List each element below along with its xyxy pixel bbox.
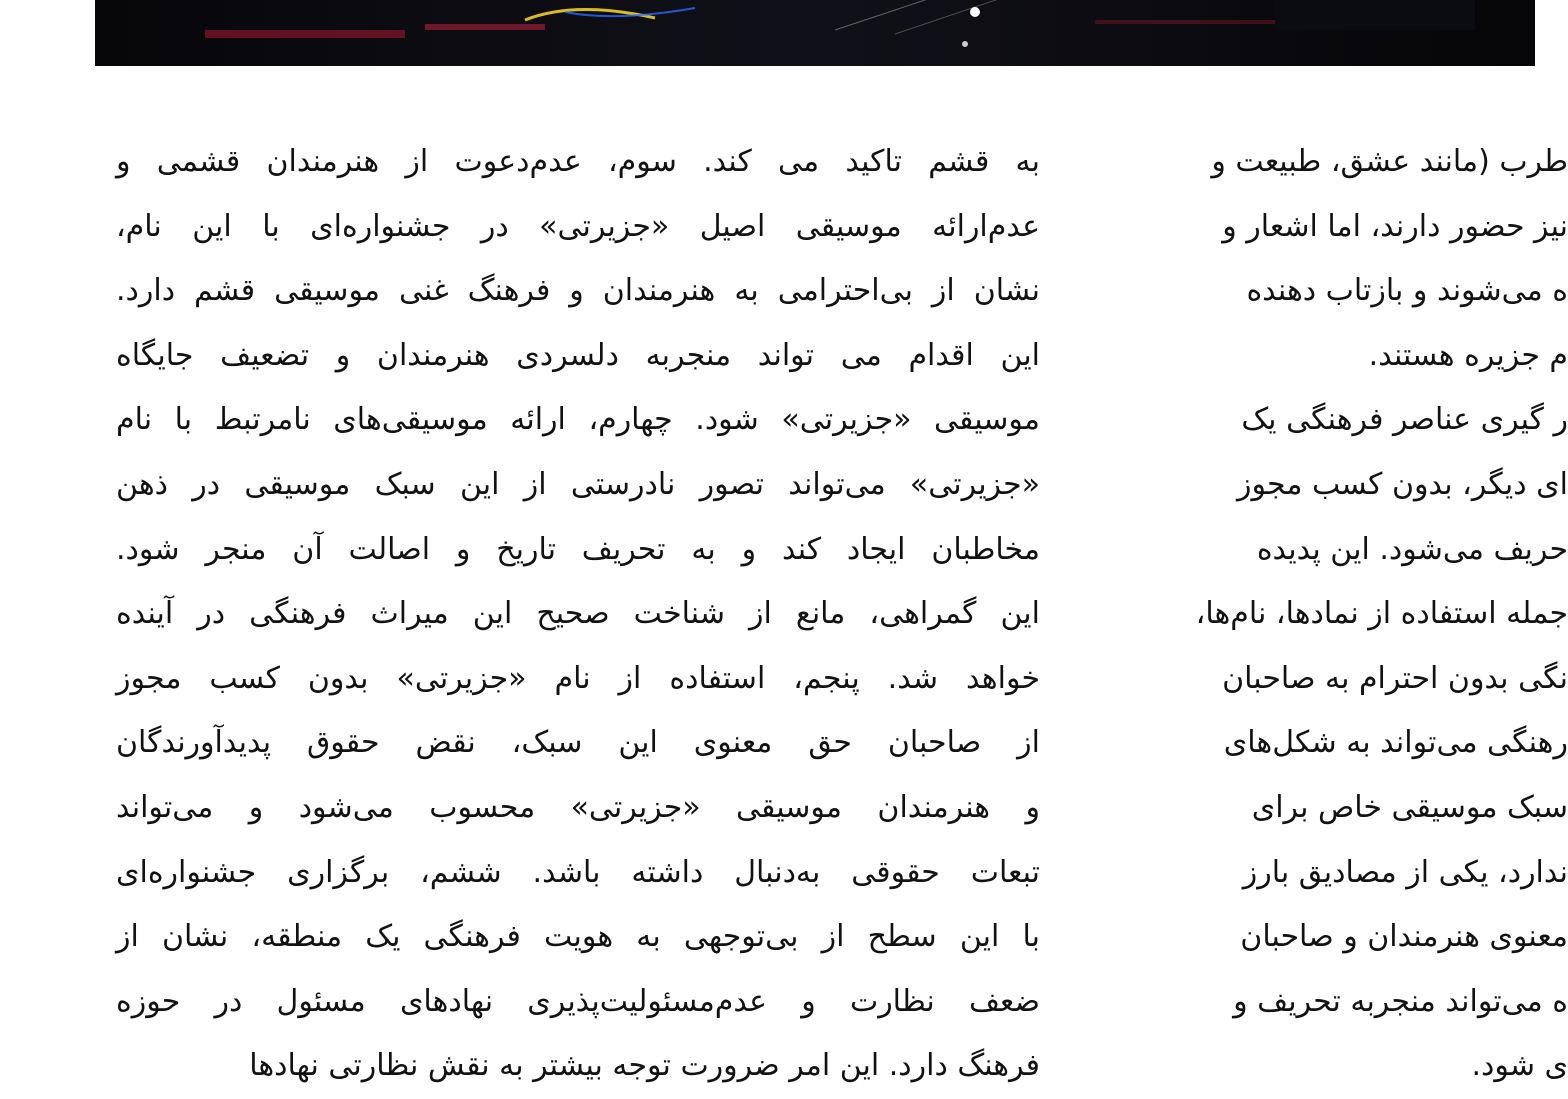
main-column-text-line: از صاحبان حق معنوی این سبک، نقض حقوق پدیدآورندگان [116,725,1040,761]
right-column-text-line: جمله استفاده از نمادها، نام‌ها، [1195,596,1568,632]
main-column-text-line: تبعات حقوقی به‌دنبال داشته باشد. ششم، برگزاری جشنواره‌ای [116,854,1040,890]
main-column-text-line: فرهنگ دارد. این امر ضرورت توجه بیشتر به نقش نظارتی نهادها [249,1048,1040,1084]
main-column-text-line: به قشم تاکید می کند. سوم، عدم‌دعوت از هنرمندان قشمی و [116,144,1040,179]
right-column-text-line: طرب (مانند عشق، طبیعت و [1211,144,1568,179]
main-column-text-line: عدم‌ارائه موسیقی اصیل «جزیرتی» در جشنواره‌ای با این نام، [116,208,1040,244]
main-column-text-line: و هنرمندان موسیقی «جزیرتی» محسوب می‌شود و می‌تواند [116,789,1040,825]
right-column-text-line: ندارد، یکی از مصادیق بارز [1242,854,1568,890]
article-right-column [1108,130,1568,1099]
main-column-text-line: مخاطبان ایجاد کند و به تحریف تاریخ و اصالت آن منجر شود. [116,531,1040,567]
main-column-text-line: نشان از بی‌احترامی به هنرمندان و فرهنگ غنی موسیقی قشم دارد. [116,273,1040,309]
right-column-text-line: ای دیگر، بدون کسب مجوز [1236,466,1568,502]
concert-photo-graphic [95,0,1535,66]
main-column-text-line: ضعف نظارت و عدم‌مسئولیت‌پذیری نهادهای مسئول در حوزه [116,983,1040,1019]
right-column-text-line: نیز حضور دارند، اما اشعار و [1222,208,1568,244]
right-column-text-line: رهنگی می‌تواند به شکل‌های [1223,725,1568,761]
main-column-text-line: این اقدام می تواند منجربه دلسردی هنرمندان و تضعیف جایگاه [116,337,1040,373]
right-column-text-line: ر گیری عناصر فرهنگی یک [1241,402,1568,438]
right-column-text-line: ه می‌شوند و بازتاب دهنده [1246,273,1568,309]
right-column-text-line: م جزیره هستند. [1368,337,1568,373]
right-column-text-line: حریف می‌شود. این پدیده [1256,531,1568,567]
right-column-text-line: سبک موسیقی خاص برای [1251,789,1568,825]
right-column-text-line: معنوی هنرمندان و صاحبان [1240,919,1568,955]
main-column-text-line: موسیقی «جزیرتی» شود. چهارم، ارائه موسیقی‌های نامرتبط با نام [116,402,1040,438]
main-column-text-line: با این سطح از بی‌توجهی به هویت فرهنگی یک منطقه، نشان از [116,919,1040,955]
main-column-text-line: خواهد شد. پنجم، استفاده از نام «جزیرتی» بدون کسب مجوز [116,660,1040,696]
right-column-text-line: نگی بدون احترام به صاحبان [1222,660,1568,696]
concert-photo [95,0,1535,66]
right-column-text-line: ی شود. [1471,1048,1568,1084]
main-column-text-line: «جزیرتی» می‌تواند تصور نادرستی از این سبک موسیقی در ذهن [116,466,1040,502]
article-main-column [116,130,1040,1099]
right-column-text-line: ه می‌تواند منجربه تحریف و [1233,983,1568,1019]
main-column-text-line: این گمراهی، مانع از شناخت صحیح این میراث فرهنگی در آینده [116,596,1040,632]
